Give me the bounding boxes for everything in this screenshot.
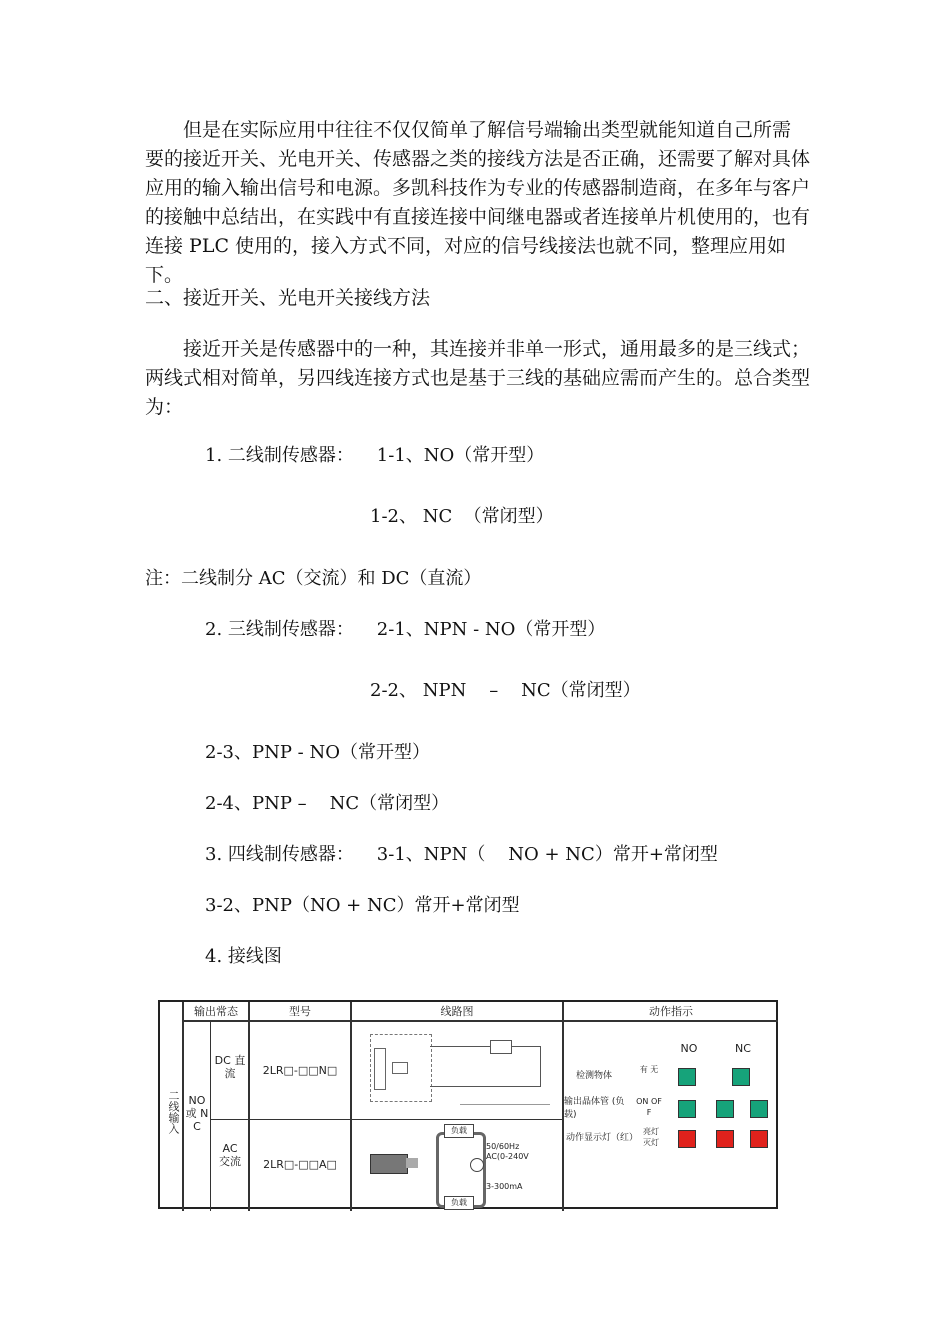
ac-source-icon: [470, 1158, 484, 1172]
header-indicator: 动作指示: [649, 1005, 693, 1018]
col-no-label: NO: [680, 1042, 698, 1055]
paragraph-line: 的接触中总结出，在实践中有直接连接中间继电器或者连接单片机使用的，也有: [145, 206, 811, 228]
list-item: 2-3、PNP - NO（常开型）: [205, 742, 430, 763]
no-detect-indicator: [678, 1068, 696, 1086]
diode-symbol: [392, 1062, 408, 1074]
paragraph-line: 连接 PLC 使用的，接入方式不同，对应的信号线接法也就不同，整理应用如下。: [145, 235, 787, 286]
sensor-cable: [406, 1158, 418, 1168]
led-states: 亮灯 灭灯: [643, 1127, 659, 1147]
table-rule: [248, 1002, 250, 1211]
dc-model-label: 2LR□-□□N□: [262, 1064, 338, 1077]
row-group-label: 二线输入: [167, 1090, 180, 1134]
load-top-label: 负载: [444, 1124, 474, 1138]
detect-states: 有 无: [639, 1065, 659, 1074]
ac-type-label: AC 交流: [219, 1142, 241, 1168]
sensor-body: [370, 1154, 408, 1174]
ac-spec: 3-300mA: [486, 1182, 523, 1191]
list-item: 3-2、PNP（NO + NC）常开+常闭型: [205, 895, 520, 916]
nc-output-indicator: [716, 1100, 734, 1118]
table-rule: [210, 1022, 211, 1211]
nc-detect-indicator: [732, 1068, 750, 1086]
dc-type-label: DC 直流: [214, 1054, 246, 1080]
output-state-label: NO 或 NC: [185, 1094, 209, 1133]
paragraph-line: 要的接近开关、光电开关、传感器之类的接线方法是否正确，还需要了解对具体: [145, 148, 811, 170]
note: 注：二线制分 AC（交流）和 DC（直流）: [145, 568, 482, 589]
list-item: 2-2、 NPN – NC（常闭型）: [370, 680, 641, 701]
ac-circuit-diagram: [360, 1124, 556, 1208]
load-bottom-label: 负载: [444, 1196, 474, 1210]
wire: [460, 1104, 550, 1105]
header-output-state: 输出常态: [194, 1005, 238, 1018]
paragraph-line: 应用的输入输出信号和电源。多凯科技作为专业的传感器制造商，在多年与客户: [145, 177, 811, 199]
list-item: 1-2、 NC （常闭型）: [370, 506, 554, 527]
ac-spec: AC(0-240V: [486, 1152, 529, 1161]
no-led-indicator: [678, 1130, 696, 1148]
list-item: 3. 四线制传感器： 3-1、NPN（ NO + NC）常开+常闭型: [205, 844, 718, 865]
section-heading: 二、接近开关、光电开关接线方法: [145, 287, 431, 309]
paragraph-intro: [145, 116, 815, 290]
output-transistor-label: 输出晶体管 (负载): [564, 1097, 625, 1120]
dc-circuit-diagram: [360, 1026, 556, 1114]
wire: [540, 1046, 541, 1087]
list-item: 4. 接线图: [205, 946, 282, 967]
table-rule: [350, 1002, 352, 1211]
nc-output-indicator: [750, 1100, 768, 1118]
list-item: 1. 二线制传感器： 1-1、NO（常开型）: [205, 445, 545, 466]
paragraph-types: [145, 335, 815, 422]
list-item: 2-4、PNP – NC（常闭型）: [205, 793, 450, 814]
wire: [430, 1086, 540, 1087]
wiring-diagram-table: [158, 1000, 778, 1209]
header-circuit: 线路图: [440, 1005, 474, 1018]
ac-model-label: 2LR□-□□A□: [263, 1158, 337, 1171]
sensor-element: [374, 1048, 386, 1090]
header-model: 型号: [289, 1005, 311, 1018]
detect-label: 检测物体: [575, 1071, 612, 1081]
nc-led-indicator: [750, 1130, 768, 1148]
ac-spec: 50/60Hz: [486, 1142, 520, 1151]
paragraph-line: 两线式相对简单，另四线连接方式也是基于三线的基础应需而产生的。总合类型: [145, 367, 811, 389]
col-nc-label: NC: [735, 1042, 751, 1055]
list-item: 2. 三线制传感器： 2-1、NPN - NO（常开型）: [205, 619, 606, 640]
paragraph-line: 接近开关是传感器中的一种，其连接并非单一形式，通用最多的是三线式；: [183, 338, 811, 360]
paragraph-line: 为：: [145, 396, 184, 418]
table-rule: [210, 1119, 563, 1120]
load-symbol: [490, 1040, 512, 1054]
wire: [430, 1046, 540, 1047]
nc-led-indicator: [716, 1130, 734, 1148]
no-output-indicator: [678, 1100, 696, 1118]
table-rule: [184, 1020, 778, 1022]
paragraph-line: 但是在实际应用中往往不仅仅简单了解信号端输出类型就能知道自己所需: [183, 119, 792, 141]
led-label: 动作显示灯（红）: [565, 1133, 638, 1143]
output-states: ON OFF: [636, 1097, 662, 1117]
